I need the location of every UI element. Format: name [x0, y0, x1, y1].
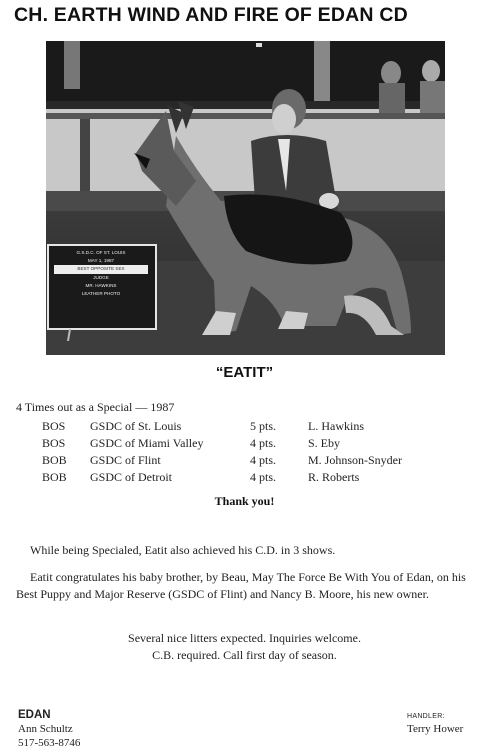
placard-judge-name: MR. HAWKINS [85, 282, 117, 288]
table-row [42, 435, 402, 452]
placard-judge-label: JUDGE [93, 274, 109, 280]
placard-award: BEST OPPOSITE SEX [54, 265, 148, 273]
kennel-name: EDAN [18, 709, 51, 721]
judge-cell: M. Johnson-Snyder [308, 453, 403, 467]
litters-line: Several nice litters expected. Inquiries welcome. [128, 631, 361, 645]
brother-paragraph: Eatit congratulates his baby brother, by Beau, May The Force Be With You of Edan, on his Best Puppy and Major Reserve (GSDC of Flint) and Nancy B. Moore, his new owner. [16, 570, 466, 601]
club-cell: GSDC of St. Louis [90, 419, 182, 433]
table-row [42, 452, 402, 469]
points-cell: 4 pts. [250, 436, 277, 450]
judge-cell: L. Hawkins [308, 419, 364, 433]
table-row [42, 469, 402, 486]
placard-club: G.S.D.C. OF ST. LOUIS [76, 250, 126, 255]
club-cell: GSDC of Miami Valley [90, 436, 204, 450]
handler-name: Terry Hower [407, 723, 464, 735]
award-cell: BOS [42, 419, 66, 433]
table-row [42, 418, 402, 435]
judge-cell: R. Roberts [308, 470, 360, 484]
club-cell: GSDC of Detroit [90, 470, 172, 484]
dog-call-name: “EATIT” [215, 364, 274, 381]
award-cell: BOS [42, 436, 66, 450]
award-cell: BOB [42, 470, 67, 484]
ad-title: CH. EARTH WIND AND FIRE OF EDAN CD [14, 4, 408, 26]
points-cell: 5 pts. [250, 419, 277, 433]
cb-line: C.B. required. Call first day of season. [152, 648, 337, 662]
judge-cell: S. Eby [308, 436, 341, 450]
show-placard [48, 245, 154, 327]
specials-intro: 4 Times out as a Special — 1987 [16, 400, 175, 414]
owner-name: Ann Schultz [18, 723, 73, 735]
handler-block [407, 710, 463, 736]
points-cell: 4 pts. [250, 470, 277, 484]
phone-number: 517-563-8746 [18, 737, 81, 749]
wins-table [42, 418, 402, 486]
placard-date: MAY 1, 1987 [87, 258, 115, 264]
points-cell: 4 pts. [250, 453, 277, 467]
award-cell: BOB [42, 453, 67, 467]
club-cell: GSDC of Flint [90, 453, 161, 467]
litters-paragraph [0, 630, 489, 664]
cd-paragraph: While being Specialed, Eatit also achieved his C.D. in 3 shows. [30, 543, 336, 557]
kennel-contact [18, 708, 80, 750]
placard-photographer: LEATHER PHOTO [81, 291, 121, 297]
handler-label: HANDLER: [407, 713, 445, 720]
thank-you-text: Thank you! [214, 494, 275, 508]
